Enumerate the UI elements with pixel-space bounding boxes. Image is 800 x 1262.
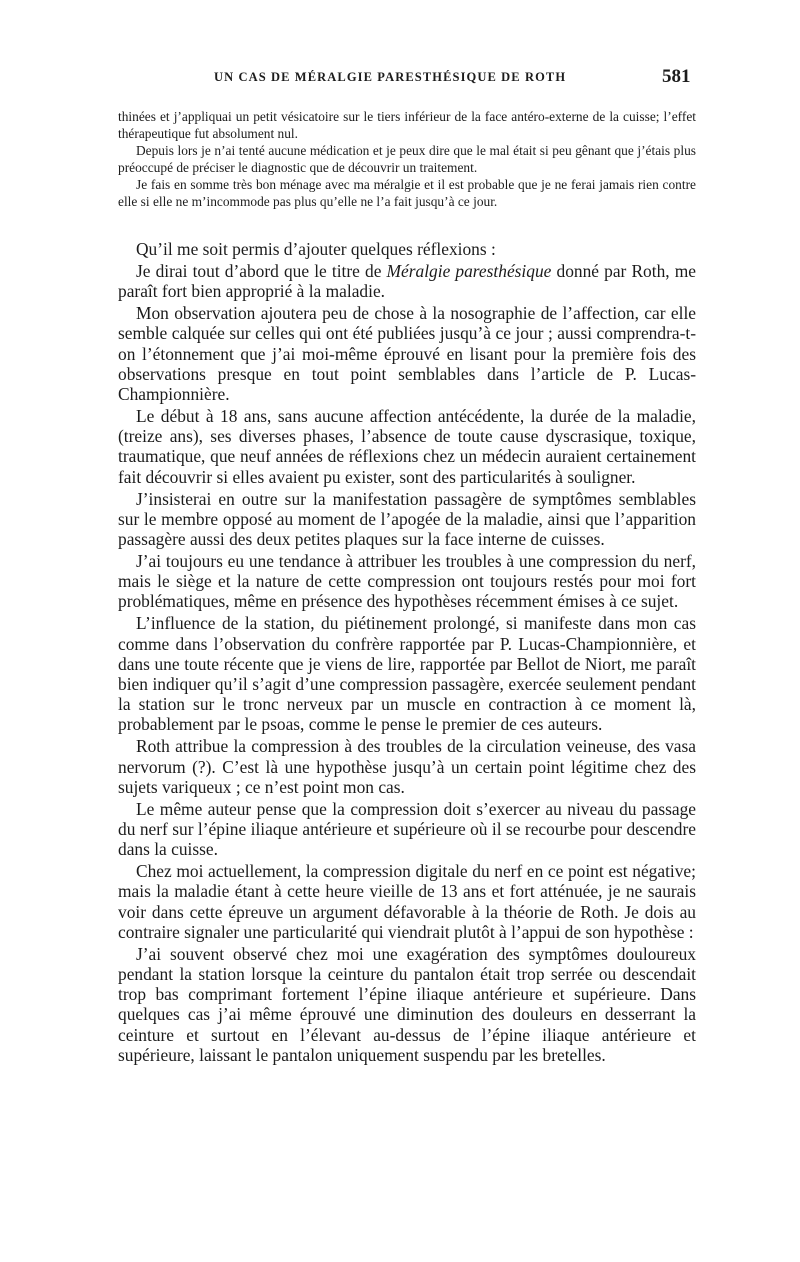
small-paragraph: Depuis lors je n’ai tenté aucune médication et je peux dire que le mal était si peu gênant que j’étais plus préoccupé de préciser le diagnostic que de découvrir un traitement.: [118, 143, 696, 175]
body-paragraph: Le début à 18 ans, sans aucune affection antécédente, la durée de la maladie, (treize ans), ses diverses phases, l’absence de toute cause dyscrasique, toxique, traumatique, que neuf années de réflexions chez un médecin auraient certainement fait découvrir si elles avaient pu exister, sont des particularités à souligner.: [118, 406, 696, 487]
title-paragraph-start: Je dirai tout d’abord que le titre de: [136, 261, 387, 281]
intro-paragraph: Qu’il me soit permis d’ajouter quelques réflexions :: [136, 239, 496, 259]
body-paragraph: J’ai toujours eu une tendance à attribuer les troubles à une compression du nerf, mais le siège et la nature de cette compression ont toujours restés pour moi fort problématiques, même en présence des hypothèses récemment émises à ce sujet.: [118, 551, 696, 612]
body-paragraph: L’influence de la station, du piétinement prolongé, si manifeste dans mon cas comme dans l’observation du confrère rapportée par P. Lucas-Championnière, et dans une toute récente que je viens de lire, rapportée par Bellot de Niort, me paraît bien indiquer qu’il s’agit d’une compression passagère, exercée seulement pendant la station sur le tronc nerveux par un muscle en contraction à ce moment là, probablement par le psoas, comme le pense le premier de ces auteurs.: [118, 613, 696, 735]
small-paragraph: Je fais en somme très bon ménage avec ma méralgie et il est probable que je ne ferai jamais rien contre elle si elle ne m’incommode pas plus qu’elle ne l’a fait jusqu’à ce jour.: [118, 177, 696, 209]
small-print-block: [118, 108, 696, 210]
body-paragraph: Le même auteur pense que la compression doit s’exercer au niveau du passage du nerf sur l’épine iliaque antérieure et supérieure où il se recourbe pour descendre dans la cuisse.: [118, 798, 696, 860]
title-paragraph: [118, 261, 696, 301]
title-paragraph-end: donné par Roth, me paraît fort bien approprié à la maladie.: [118, 261, 696, 302]
disease-name: Méralgie paresthésique: [386, 261, 552, 281]
running-title: UN CAS DE MÉRALGIE PARESTHÉSIQUE DE ROTH: [214, 70, 567, 84]
page-header: [0, 68, 800, 90]
main-text-block: [118, 239, 696, 1067]
page-number: 581: [662, 66, 691, 87]
body-paragraph: Roth attribue la compression à des troubles de la circulation veineuse, des vasa nervorum (?). C’est là une hypothèse jusqu’à un certain point légitime chez des sujets variqueux ; ce n’est point mon cas.: [118, 736, 696, 797]
small-paragraph: thinées et j’appliquai un petit vésicatoire sur le tiers inférieur de la face antéro-externe de la cuisse; l’effet thérapeutique fut absolument nul.: [118, 109, 696, 141]
body-paragraph: Mon observation ajoutera peu de chose à la nosographie de l’affection, car elle semble calquée sur celles qui ont été publiées jusqu’à ce jour ; aussi comprendra-t-on l’étonnement que j’ai moi-même éprouvé en lisant pour la première fois des observations presque en tout point semblables dans l’article de P. Lucas-Championnière.: [118, 303, 696, 405]
body-paragraph: Chez moi actuellement, la compression digitale du nerf en ce point est négative; mais la maladie étant à cette heure vieille de 13 ans et fort atténuée, je ne saurais voir dans cette épreuve un argument défavorable à la théorie de Roth. Je dois au contraire signaler une particularité qui viendrait plutôt à l’appui de son hypothèse :: [118, 861, 696, 942]
body-paragraph: J’insisterai en outre sur la manifestation passagère de symptômes semblables sur le membre opposé au moment de l’apogée de la maladie, ainsi que l’apparition passagère aussi des deux petites plaques sur la face interne de cuisses.: [118, 488, 696, 550]
body-paragraph: J’ai souvent observé chez moi une exagération des symptômes douloureux pendant la station lorsque la ceinture du pantalon était trop serrée ou descendait trop bas comprimant fortement l’épine iliaque antérieure et supérieure. Dans quelques cas j’ai même éprouvé une diminution des douleurs en desserrant la ceinture et surtout en l’élevant au-dessus de l’épine iliaque antérieure et supérieure, laissant le pantalon uniquement suspendu par les bretelles.: [118, 943, 696, 1065]
